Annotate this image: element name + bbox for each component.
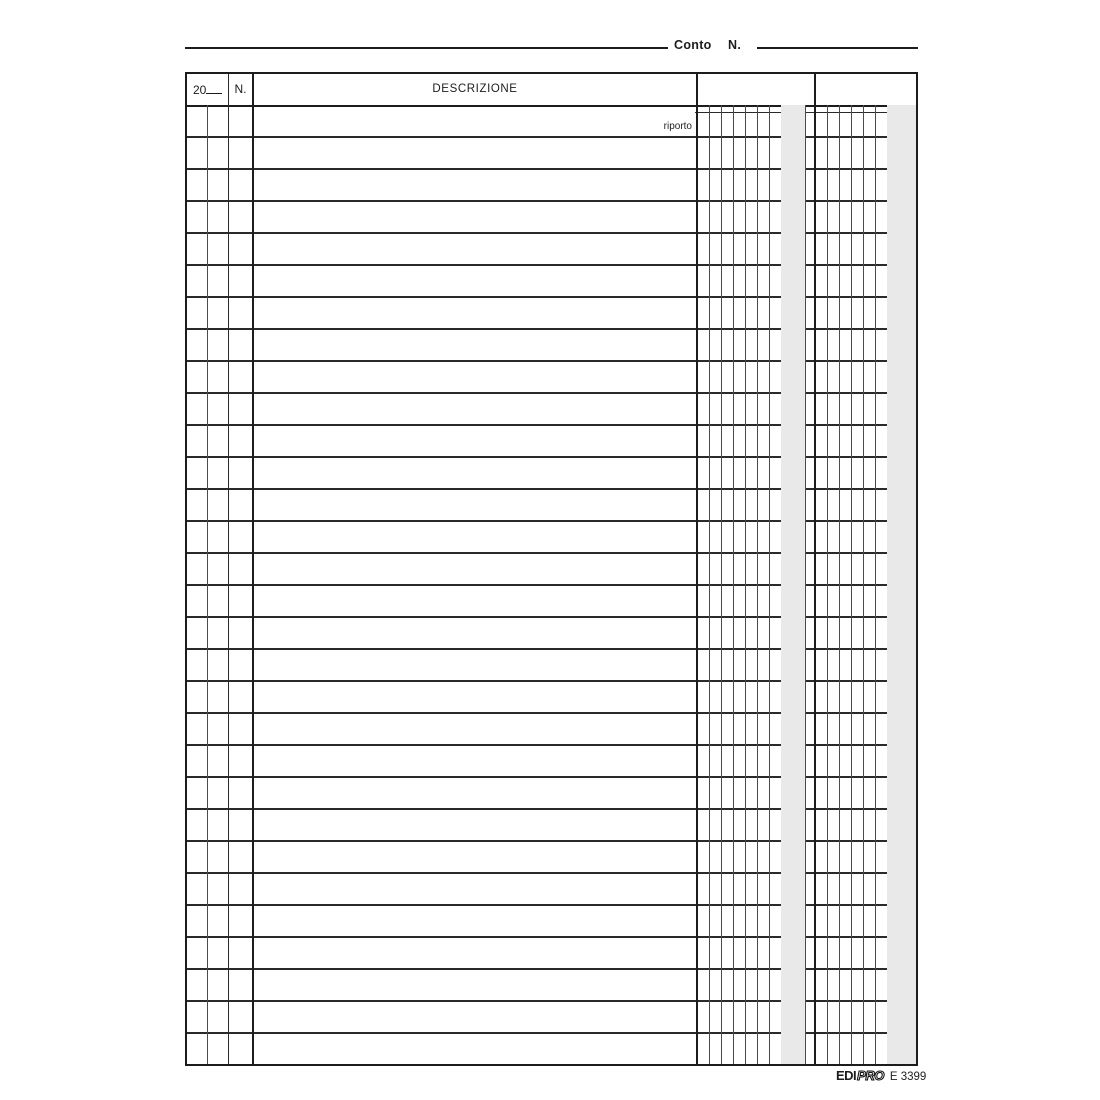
row-line [187, 648, 916, 650]
row-line [187, 1000, 916, 1002]
row-line [187, 584, 916, 586]
digit-column-line [839, 105, 840, 1064]
row-line [187, 328, 916, 330]
row-line [187, 232, 916, 234]
account-number-line [757, 47, 918, 49]
ledger-table [185, 72, 918, 1066]
cents-column-shade [781, 105, 805, 1064]
row-line [187, 1032, 916, 1034]
account-name-line [185, 47, 668, 49]
row-line [187, 552, 916, 554]
brand-pro-label: PRO [857, 1068, 884, 1083]
row-line [187, 808, 916, 810]
row-line [187, 968, 916, 970]
row-line [187, 424, 916, 426]
brand-edi-label: EDI [836, 1068, 857, 1083]
year-prefix-label: 20 [193, 83, 207, 97]
cents-column-shade [887, 105, 916, 1064]
amounts-section-line [696, 74, 698, 1064]
digit-column-line [875, 105, 876, 1064]
row-line [187, 456, 916, 458]
row-line [187, 744, 916, 746]
conto-label: Conto [674, 38, 712, 52]
year-blank-line [206, 82, 222, 94]
header-bottom-line [187, 105, 916, 107]
date-split-line [207, 105, 208, 1064]
row-line [187, 872, 916, 874]
row-line [187, 392, 916, 394]
row-line [187, 296, 916, 298]
row-line [187, 168, 916, 170]
row-line [187, 680, 916, 682]
riporto-label: riporto [663, 121, 692, 132]
row-line [187, 520, 916, 522]
conto-number-label: N. [728, 38, 742, 52]
digit-column-line [851, 105, 852, 1064]
brand-model-label: E 3399 [889, 1071, 927, 1083]
digit-column-line [769, 105, 770, 1064]
row-line [187, 200, 916, 202]
digit-column-line [827, 105, 828, 1064]
digit-column-line [757, 105, 758, 1064]
row-line [187, 360, 916, 362]
number-column-line [228, 74, 230, 1064]
row-line [187, 264, 916, 266]
amounts-group-divider-line [814, 74, 816, 1064]
row-line [187, 936, 916, 938]
digit-column-line [745, 105, 746, 1064]
row-line [187, 776, 916, 778]
brand-mark [836, 1068, 926, 1083]
row-line [187, 840, 916, 842]
description-column-header: DESCRIZIONE [432, 83, 518, 95]
number-column-header: N. [234, 82, 247, 96]
digit-column-line [733, 105, 734, 1064]
riporto-row-line [187, 136, 916, 138]
digit-column-line [721, 105, 722, 1064]
row-line [187, 904, 916, 906]
row-line [187, 712, 916, 714]
digit-column-line [863, 105, 864, 1064]
description-column-line [252, 74, 254, 1064]
row-line [187, 488, 916, 490]
row-line [187, 616, 916, 618]
digit-column-line [805, 105, 806, 1064]
digit-column-line [709, 105, 710, 1064]
year-header-cell [193, 82, 222, 97]
